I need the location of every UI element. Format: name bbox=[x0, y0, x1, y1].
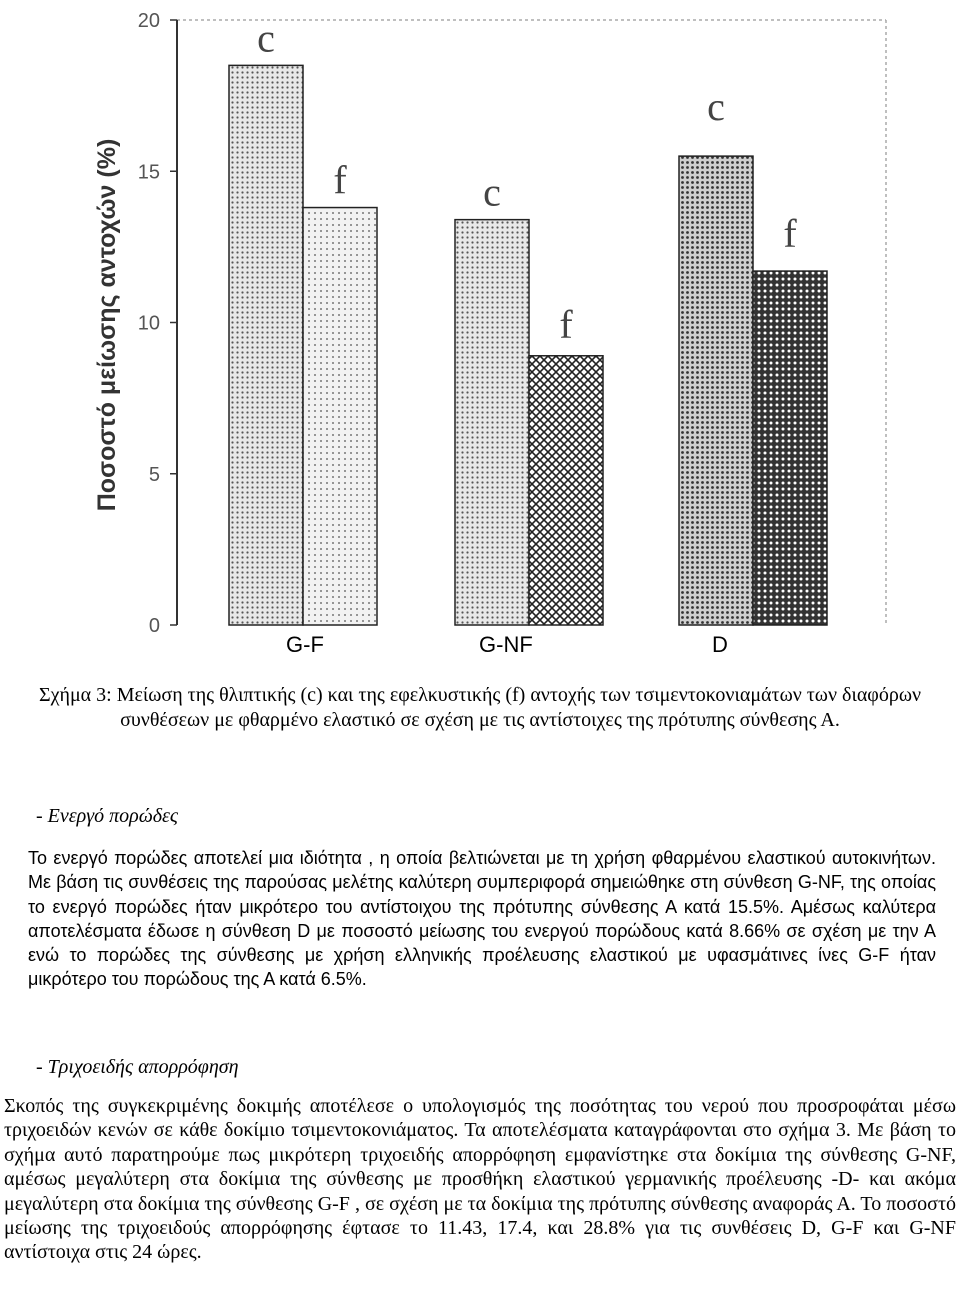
bar-f-g-nf bbox=[529, 356, 603, 625]
y-axis-label: Ποσοστό μείωσης αντοχών (%) bbox=[93, 138, 121, 512]
bar-c-g-f bbox=[229, 65, 303, 625]
bar-f-d bbox=[753, 271, 827, 625]
y-tick-label: 20 bbox=[137, 10, 160, 32]
bar-chart bbox=[0, 0, 960, 640]
bar-series-label: c bbox=[483, 169, 501, 215]
x-category-gf: G-F bbox=[286, 632, 324, 657]
section-heading-capillary: - Τριχοειδής απορρόφηση bbox=[36, 1056, 239, 1078]
y-tick-label: 15 bbox=[137, 161, 160, 184]
y-tick-label: 0 bbox=[148, 615, 160, 637]
bar-series-label: f bbox=[559, 301, 573, 347]
bar-f-g-f bbox=[303, 208, 377, 625]
bar-c-g-nf bbox=[455, 220, 529, 625]
x-category-gnf: G-NF bbox=[479, 632, 533, 657]
y-tick-label: 10 bbox=[137, 312, 160, 335]
paragraph-capillary: Σκοπός της συγκεκριμένης δοκιμής αποτέλεσε ο υπολογισμός της ποσότητας του νερού που προσροφάται μέσω τριχοειδών κενών σε κάθε δοκίμιο τσιμεντοκονιάματος. Τα αποτελέσματα καταγράφονται στο σχήμα 3. Με βάση το σχήμα αυτό παρατηρούμε πως μικρότερη τριχοειδής απορρόφηση εμφανίστηκε στα δοκίμια της σύνθεσης G-NF, αμέσως μεγαλύτερη στα δοκίμια της σύνθεσης με προσθήκη ελαστικού γερμανικής προέλευσης -D- και ακόμα μεγαλύτερη στα δοκίμια της σύνθεσης G-F , σε σχέση με τα δοκίμια της πρότυπης σύνθεσης αναφοράς Α. Το ποσοστό μείωσης της τριχοειδούς απορρόφησης έφτασε το 11.43, 17.4, και 28.8% για τις συνθέσεις D, G-F και G-NF αντίστοιχα στις 24 ώρες. bbox=[4, 1095, 956, 1264]
x-category-d: D bbox=[712, 632, 728, 657]
section-heading-porosity: - Ενεργό πορώδες bbox=[36, 805, 178, 827]
bar-series-label: f bbox=[333, 157, 347, 203]
bar-series-label: c bbox=[257, 15, 275, 61]
bar-series-label: f bbox=[783, 211, 797, 257]
bar-c-d bbox=[679, 156, 753, 625]
bar-series-label: c bbox=[707, 84, 725, 130]
y-tick-label: 5 bbox=[148, 463, 160, 486]
paragraph-porosity: Το ενεργό πορώδες αποτελεί μια ιδιότητα , η οποία βελτιώνεται με τη χρήση φθαρμένου ελαστικού αυτοκινήτων. Με βάση τις συνθέσεις της παρούσας μελέτης καλύτερη συμπεριφορά σημειώθηκε στη σύνθεση G-NF, της οποίας το ενεργό πορώδες ήταν μικρότερο του αντίστοιχου της πρότυπης σύνθεσης Α κατά 15.5%. Αμέσως καλύτερα αποτελέσματα έδωσε η σύνθεση D με ποσοστό μείωσης του ενεργού πορώδους κατά 8.66% σε σχέση με την Α ενώ το πορώδες της σύνθεσης με χρήση ελληνικής προέλευσης ελαστικού με υφασμάτινες ίνες G-F ήταν μικρότερο του πορώδους της Α κατά 6.5%. bbox=[28, 848, 936, 990]
figure-caption: Σχήμα 3: Μείωση της θλιπτικής (c) και της εφελκυστικής (f) αντοχής των τσιμεντοκονιαμάτων των διαφόρων συνθέσεων με φθαρμένο ελαστικό σε σχέση με τις αντίστοιχες της πρότυπης σύνθεσης Α. bbox=[38, 684, 922, 731]
